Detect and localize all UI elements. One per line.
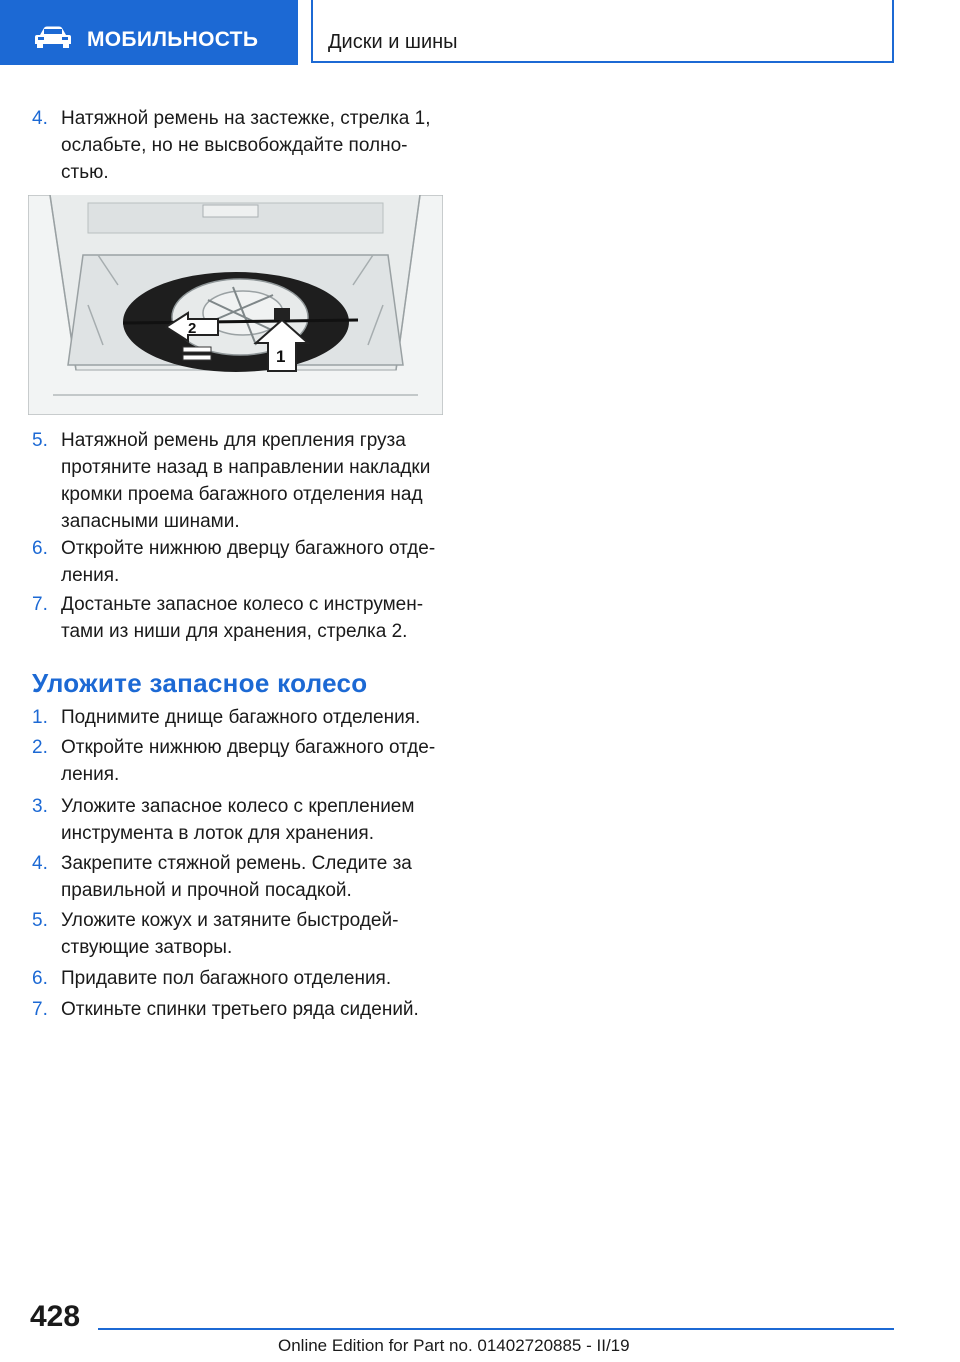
trunk-figure [28,195,443,415]
step-text: Достаньте запасное колесо с инструмен-тами из ниши для хранения, стрелка 2. [61,594,424,642]
list-item [32,907,452,961]
step-text: Придавите пол багажного отделения. [61,968,392,989]
step-text: Натяжной ремень для крепления груза протяните назад в направлении накладки кромки проема багажного отделения над запасными шинами. [61,430,431,532]
section-heading: Уложите запасное колесо [32,668,368,698]
section-label: МОБИЛЬНОСТЬ [87,28,259,51]
spare-wheel-illustration [28,195,443,415]
step-text: Закрепите стяжной ремень. Следите за правильной и прочной посадкой. [61,853,412,901]
chapter-header [311,0,894,63]
step-number: 3. [32,796,48,817]
arrow-2-label: 2 [188,320,197,337]
step-text: Уложите кожух и затяните быстродей-ствующие затворы. [61,910,399,958]
step-number: 7. [32,594,48,615]
list-item [32,105,452,186]
list-item [32,965,452,992]
step-number: 5. [32,430,48,451]
step-text: Уложите запасное колесо с креплением инструмента в лоток для хранения. [61,796,415,844]
list-item [32,535,452,589]
step-text: Откройте нижнюю дверцу багажного отде-ления. [61,538,436,586]
list-item [32,996,452,1023]
step-number: 4. [32,853,48,874]
footer-divider [98,1328,894,1330]
edition-text: Online Edition for Part no. 01402720885 - II/19 [278,1336,630,1355]
step-number: 7. [32,999,48,1020]
step-number: 6. [32,968,48,989]
step-text: Поднимите днище багажного отделения. [61,707,421,728]
section-tab[interactable] [0,0,298,65]
step-number: 5. [32,910,48,931]
chapter-title: Диски и шины [328,31,458,53]
list-item [32,850,452,904]
list-item [32,704,452,731]
list-item [32,734,452,788]
arrow-1-label: 1 [276,347,286,366]
step-number: 2. [32,737,48,758]
step-text: Откиньте спинки третьего ряда сидений. [61,999,419,1020]
step-text: Натяжной ремень на застежке, стрелка 1, ослабьте, но не высвобождайте полно-стью. [61,108,431,183]
step-number: 4. [32,108,48,129]
list-item [32,591,452,645]
car-icon [34,26,72,48]
step-text: Откройте нижнюю дверцу багажного отде-ления. [61,737,436,785]
list-item [32,427,452,535]
list-item [32,793,452,847]
page-number: 428 [30,1300,81,1333]
step-number: 1. [32,707,48,728]
step-number: 6. [32,538,48,559]
